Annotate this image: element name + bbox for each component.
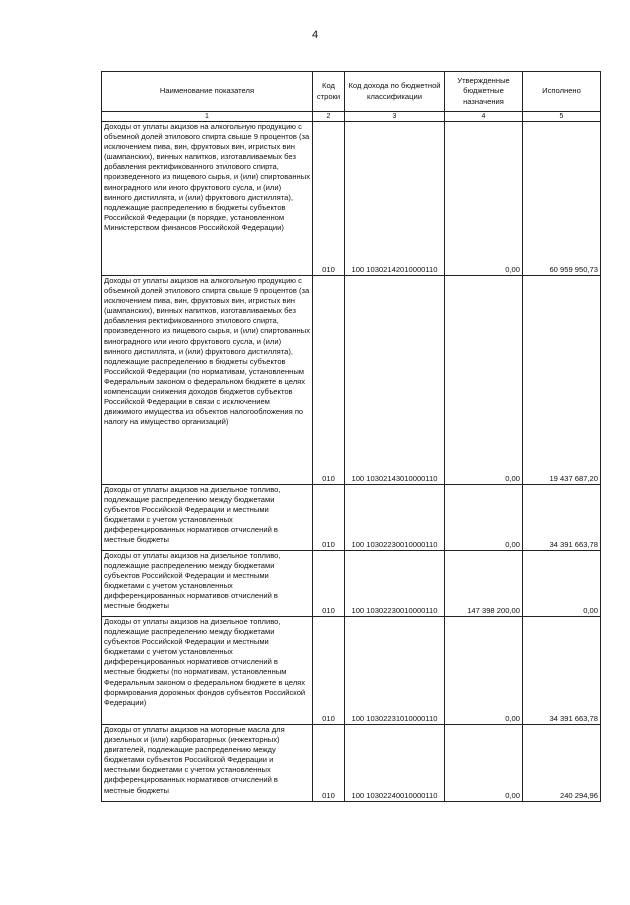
header-executed: Исполнено <box>523 72 601 112</box>
column-number-row <box>102 112 601 122</box>
line-code: 010 <box>313 725 345 802</box>
approved-amount: 147 398 200,00 <box>445 551 523 617</box>
header-indicator-name: Наименование показателя <box>102 72 313 112</box>
column-number: 1 <box>102 112 313 122</box>
executed-amount: 19 437 687,20 <box>523 276 601 485</box>
approved-amount: 0,00 <box>445 276 523 485</box>
executed-amount: 34 391 663,78 <box>523 617 601 725</box>
header-income-code: Код дохода по бюджетной классификации <box>345 72 445 112</box>
line-code: 010 <box>313 551 345 617</box>
approved-amount: 0,00 <box>445 617 523 725</box>
line-code: 010 <box>313 122 345 276</box>
income-code: 100 10302142010000110 <box>345 122 445 276</box>
header-approved: Утвержденные бюджетные назначения <box>445 72 523 112</box>
indicator-name: Доходы от уплаты акцизов на моторные масла для дизельных и (или) карбюраторных (инжекторных) двигателей, подлежащие распределению между бюджетами субъектов Российской Федерации и местными бюджетами с учетом установленных дифференцированных нормативов отчислений в местные бюджеты <box>102 725 313 802</box>
header-line-code: Код строки <box>313 72 345 112</box>
column-number: 4 <box>445 112 523 122</box>
column-number: 5 <box>523 112 601 122</box>
approved-amount: 0,00 <box>445 485 523 551</box>
indicator-name: Доходы от уплаты акцизов на дизельное топливо, подлежащие распределению между бюджетами субъектов Российской Федерации и местными бюджетами с учетом установленных дифференцированных нормативов отчислений в местные бюджеты <box>102 485 313 551</box>
table-row <box>102 276 601 485</box>
indicator-name: Доходы от уплаты акцизов на алкогольную продукцию с объемной долей этилового спирта свыше 9 процентов (за исключением пива, вин, фруктовых вин, игристых вин (шампанских), винных напитков, изготавливаемых без добавления ректификованного этилового спирта, произведенного из пищевого сырья, и (или) спиртованных виноградного или иного фруктового сусла, и (или) винного дистиллята, и (или) фруктового дистиллята), подлежащие распределению в бюджеты субъектов Российской Федерации (в порядке, установленном Министерством финансов Российской Федерации) <box>102 122 313 276</box>
table-row <box>102 122 601 276</box>
executed-amount: 240 294,96 <box>523 725 601 802</box>
executed-amount: 0,00 <box>523 551 601 617</box>
income-code: 100 10302230010000110 <box>345 551 445 617</box>
approved-amount: 0,00 <box>445 725 523 802</box>
executed-amount: 60 959 950,73 <box>523 122 601 276</box>
page-number: 4 <box>311 29 319 41</box>
income-table <box>101 71 601 802</box>
table-row <box>102 551 601 617</box>
income-code: 100 10302240010000110 <box>345 725 445 802</box>
approved-amount: 0,00 <box>445 122 523 276</box>
column-number: 2 <box>313 112 345 122</box>
line-code: 010 <box>313 485 345 551</box>
executed-amount: 34 391 663,78 <box>523 485 601 551</box>
indicator-name: Доходы от уплаты акцизов на алкогольную продукцию с объемной долей этилового спирта свыше 9 процентов (за исключением пива, вин, фруктовых вин, игристых вин (шампанских), винных напитков, изготавливаемых без добавления ректификованного этилового спирта, произведенного из пищевого сырья, и (или) спиртованных виноградного или иного фруктового сусла, и (или) винного дистиллята, и (или) фруктового дистиллята), подлежащие распределению в бюджеты субъектов Российской Федерации (по нормативам, установленным Федеральным законом о федеральном бюджете в целях компенсации снижения доходов бюджетов субъектов Российской Федерации в связи с исключением движимого имущества из объектов налогообложения по налогу на имущество организаций) <box>102 276 313 485</box>
line-code: 010 <box>313 276 345 485</box>
header-row <box>102 72 601 112</box>
table-row <box>102 725 601 802</box>
line-code: 010 <box>313 617 345 725</box>
income-code: 100 10302143010000110 <box>345 276 445 485</box>
indicator-name: Доходы от уплаты акцизов на дизельное топливо, подлежащие распределению между бюджетами субъектов Российской Федерации и местными бюджетами с учетом установленных дифференцированных нормативов отчислений в местные бюджеты (по нормативам, установленным Федеральным законом о федеральном бюджете в целях формирования дорожных фондов субъектов Российской Федерации) <box>102 617 313 725</box>
table-row <box>102 485 601 551</box>
income-code: 100 10302231010000110 <box>345 617 445 725</box>
income-code: 100 10302230010000110 <box>345 485 445 551</box>
table-row <box>102 617 601 725</box>
column-number: 3 <box>345 112 445 122</box>
indicator-name: Доходы от уплаты акцизов на дизельное топливо, подлежащие распределению между бюджетами субъектов Российской Федерации и местными бюджетами с учетом установленных дифференцированных нормативов отчислений в местные бюджеты <box>102 551 313 617</box>
